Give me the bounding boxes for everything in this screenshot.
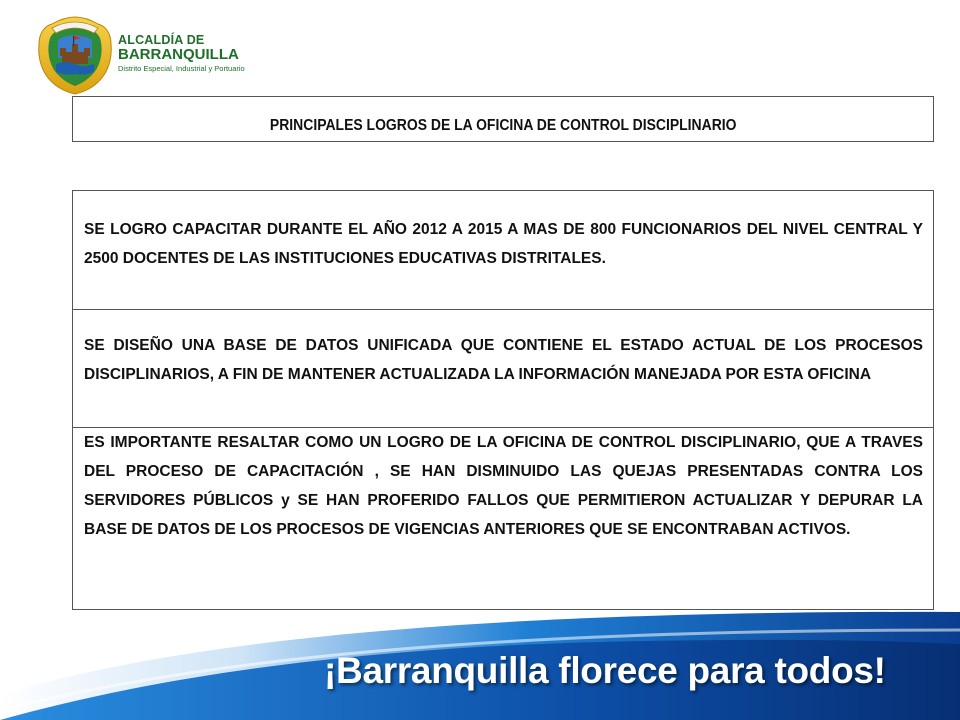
logo-name-line3: Distrito Especial, Industrial y Portuario — [118, 64, 245, 73]
logo-name-line2: BARRANQUILLA — [118, 46, 239, 63]
alcaldia-logo — [36, 14, 256, 96]
table-row — [73, 428, 933, 609]
page-title: PRINCIPALES LOGROS DE LA OFICINA DE CONTROL DISCIPLINARIO — [269, 117, 737, 134]
achievement-text: SE LOGRO CAPACITAR DURANTE EL AÑO 2012 A 2015 A MAS DE 800 FUNCIONARIOS DEL NIVEL CENTRAL Y 2500 DOCENTES DE LAS INSTITUCIONES EDUCATIVAS DISTRITALES. — [84, 221, 923, 267]
slogan-text: ¡Barranquilla florece para todos! — [324, 650, 886, 691]
title-box — [72, 96, 934, 142]
achievement-text: ES IMPORTANTE RESALTAR COMO UN LOGRO DE LA OFICINA DE CONTROL DISCIPLINARIO, QUE A TRAVES DEL PROCESO DE CAPACITACIÓN , SE HAN DISMINUIDO LAS QUEJAS PRESENTADAS CONTRA LOS SERVIDORES PÚBLICOS y SE HAN PROFERIDO FALLOS QUE PERMITIERON ACTUALIZAR Y DEPURAR LA BASE DE DATOS DE LOS PROCESOS DE VIGENCIAS ANTERIORES QUE SE ENCONTRABAN ACTIVOS. — [84, 434, 923, 538]
logo-name-line1: ALCALDÍA DE — [118, 33, 205, 47]
achievements-table — [72, 190, 934, 610]
table-row — [73, 191, 933, 310]
achievement-text: SE DISEÑO UNA BASE DE DATOS UNIFICADA QUE CONTIENE EL ESTADO ACTUAL DE LOS PROCESOS DISCIPLINARIOS, A FIN DE MANTENER ACTUALIZADA LA INFORMACIÓN MANEJADA POR ESTA OFICINA — [84, 337, 923, 383]
barranquilla-shield-icon — [36, 14, 114, 96]
table-row — [73, 310, 933, 428]
